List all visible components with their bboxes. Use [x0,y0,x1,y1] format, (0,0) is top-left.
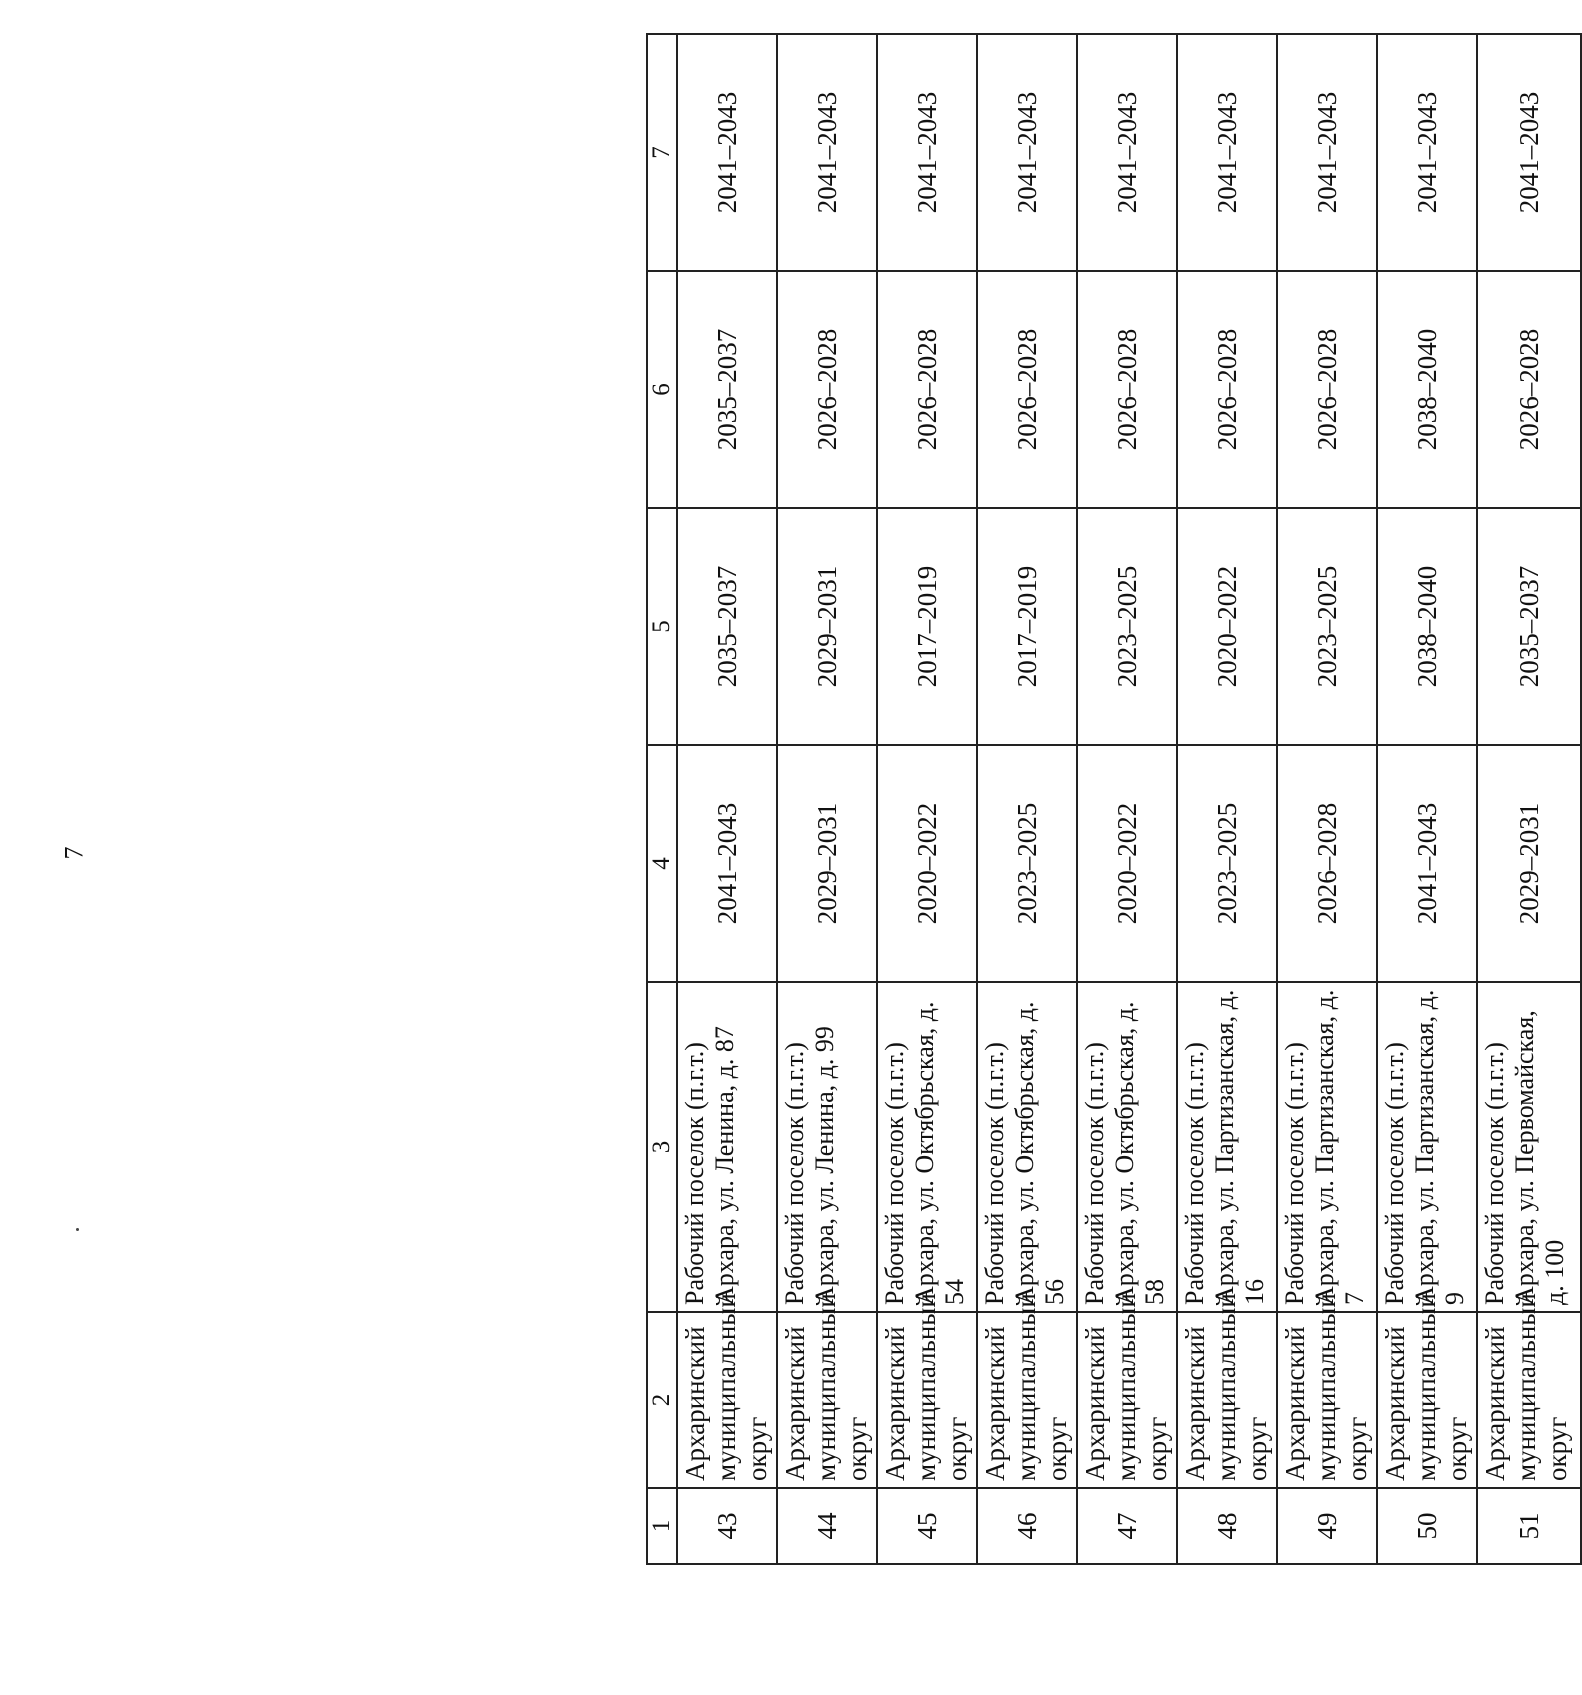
address-cell: Рабочий поселок (п.г.т.) Архара, ул. Ленина, д. 99 [777,982,877,1312]
period-cell-4: 2020–2022 [877,745,977,982]
period-cell-5: 2038–2040 [1377,508,1477,745]
table-row [1277,34,1377,1564]
period-cell-6: 2026–2028 [777,271,877,508]
period-cell-7: 2041–2043 [1077,34,1177,271]
period-cell-6: 2026–2028 [877,271,977,508]
period-cell-7: 2041–2043 [677,34,777,271]
district-cell: Архаринский муниципальный округ [1077,1312,1177,1488]
period-cell-7: 2041–2043 [977,34,1077,271]
period-cell-6: 2026–2028 [1277,271,1377,508]
period-cell-5: 2029–2031 [777,508,877,745]
table-row [1177,34,1277,1564]
period-cell-7: 2041–2043 [1177,34,1277,271]
header-cell: 7 [647,34,677,271]
page-number: 7 [59,846,89,860]
period-cell-7: 2041–2043 [777,34,877,271]
table-header-row [647,34,677,1564]
period-cell-4: 2041–2043 [677,745,777,982]
district-cell: Архаринский муниципальный округ [1277,1312,1377,1488]
period-cell-5: 2023–2025 [1077,508,1177,745]
address-cell: Рабочий поселок (п.г.т.) Архара, ул. Октябрьская, д. 56 [977,982,1077,1312]
row-number: 45 [877,1488,977,1564]
period-cell-4: 2023–2025 [977,745,1077,982]
address-cell: Рабочий поселок (п.г.т.) Архара, ул. Партизанская, д. 7 [1277,982,1377,1312]
row-number: 51 [1477,1488,1581,1564]
table-row [1077,34,1177,1564]
address-cell: Рабочий поселок (п.г.т.) Архара, ул. Октябрьская, д. 58 [1077,982,1177,1312]
period-cell-5: 2017–2019 [877,508,977,745]
period-cell-4: 2020–2022 [1077,745,1177,982]
district-cell: Архаринский муниципальный округ [1177,1312,1277,1488]
row-number: 46 [977,1488,1077,1564]
row-number: 50 [1377,1488,1477,1564]
period-cell-4: 2026–2028 [1277,745,1377,982]
period-cell-4: 2023–2025 [1177,745,1277,982]
row-number: 44 [777,1488,877,1564]
district-cell: Архаринский муниципальный округ [877,1312,977,1488]
district-cell: Архаринский муниципальный округ [1477,1312,1581,1488]
table-row [677,34,777,1564]
header-cell: 6 [647,271,677,508]
schedule-table-rotated [646,35,1576,1565]
address-cell: Рабочий поселок (п.г.т.) Архара, ул. Октябрьская, д. 54 [877,982,977,1312]
period-cell-5: 2035–2037 [677,508,777,745]
period-cell-7: 2041–2043 [1477,34,1581,271]
period-cell-4: 2029–2031 [1477,745,1581,982]
period-cell-6: 2035–2037 [677,271,777,508]
period-cell-7: 2041–2043 [1377,34,1477,271]
table-row [777,34,877,1564]
period-cell-4: 2029–2031 [777,745,877,982]
district-cell: Архаринский муниципальный округ [777,1312,877,1488]
scan-speck [76,1228,79,1231]
period-cell-5: 2035–2037 [1477,508,1581,745]
period-cell-6: 2038–2040 [1377,271,1477,508]
period-cell-7: 2041–2043 [877,34,977,271]
header-cell: 4 [647,745,677,982]
period-cell-5: 2023–2025 [1277,508,1377,745]
address-cell: Рабочий поселок (п.г.т.) Архара, ул. Партизанская, д. 16 [1177,982,1277,1312]
table-row [977,34,1077,1564]
table-row [1477,34,1581,1564]
district-cell: Архаринский муниципальный округ [1377,1312,1477,1488]
schedule-table [646,33,1582,1565]
district-cell: Архаринский муниципальный округ [977,1312,1077,1488]
header-cell: 5 [647,508,677,745]
period-cell-7: 2041–2043 [1277,34,1377,271]
header-cell: 1 [647,1488,677,1564]
period-cell-5: 2017–2019 [977,508,1077,745]
address-cell: Рабочий поселок (п.г.т.) Архара, ул. Ленина, д. 87 [677,982,777,1312]
row-number: 48 [1177,1488,1277,1564]
table-row [1377,34,1477,1564]
district-cell: Архаринский муниципальный округ [677,1312,777,1488]
address-cell: Рабочий поселок (п.г.т.) Архара, ул. Партизанская, д. 9 [1377,982,1477,1312]
row-number: 49 [1277,1488,1377,1564]
table-row [877,34,977,1564]
period-cell-6: 2026–2028 [1477,271,1581,508]
period-cell-6: 2026–2028 [1077,271,1177,508]
period-cell-6: 2026–2028 [1177,271,1277,508]
header-cell: 3 [647,982,677,1312]
row-number: 47 [1077,1488,1177,1564]
address-cell: Рабочий поселок (п.г.т.) Архара, ул. Первомайская, д. 100 [1477,982,1581,1312]
header-cell: 2 [647,1312,677,1488]
period-cell-6: 2026–2028 [977,271,1077,508]
row-number: 43 [677,1488,777,1564]
period-cell-5: 2020–2022 [1177,508,1277,745]
period-cell-4: 2041–2043 [1377,745,1477,982]
